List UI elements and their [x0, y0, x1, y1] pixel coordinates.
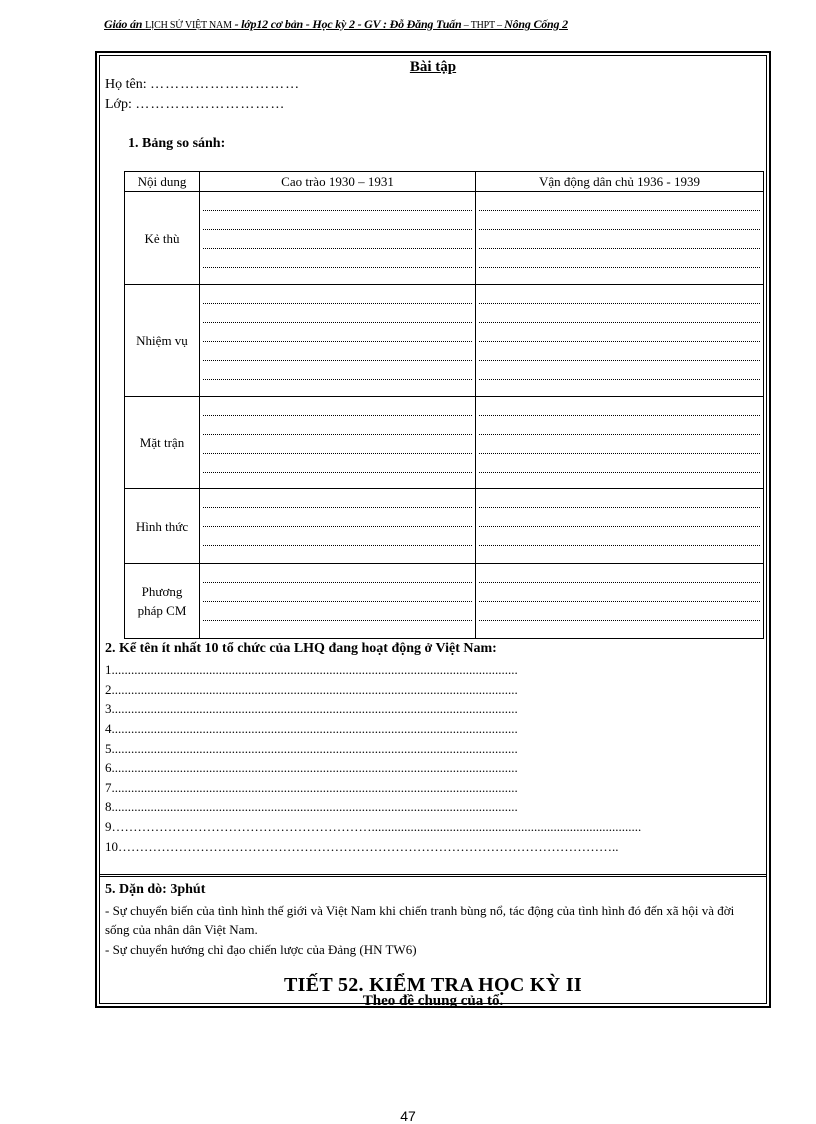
answer-line-8[interactable]: 8.............................................................................................................................: [105, 799, 518, 814]
page-header: [104, 17, 744, 33]
table-header-row: [125, 172, 764, 192]
row-label-line2: pháp CM: [137, 603, 187, 618]
table-row: [125, 397, 764, 489]
answer-line-5[interactable]: 5.............................................................................................................................: [105, 741, 518, 756]
answer-line-6[interactable]: 6.............................................................................................................................: [105, 760, 518, 775]
worksheet-title: Bài tập: [409, 59, 457, 75]
header-part2: LỊCH SỬ VIỆT NAM: [145, 20, 232, 31]
section-divider: [100, 874, 766, 877]
col-header-1930: Cao trào 1930 – 1931: [200, 172, 476, 192]
answer-line-4[interactable]: 4.............................................................................................................................: [105, 721, 518, 736]
row-label: Nhiệm vụ: [125, 285, 200, 397]
row-label-line1: Phương: [141, 584, 183, 599]
section1-heading: 1. Bảng so sánh:: [128, 136, 226, 151]
row-label-method: [125, 564, 200, 639]
answer-line-10[interactable]: 10……………………………………………………………………………………………………..: [105, 839, 619, 854]
name-dots: …………………………: [150, 77, 301, 92]
answer-cell[interactable]: [200, 285, 476, 397]
comparison-table: [124, 171, 764, 639]
answer-cell[interactable]: [476, 489, 764, 564]
answer-line-3[interactable]: 3.............................................................................................................................: [105, 701, 518, 716]
worksheet-frame: [95, 51, 771, 1008]
name-field: [105, 77, 300, 93]
worksheet-inner-border: [99, 55, 767, 1009]
answer-cell[interactable]: [476, 192, 764, 285]
col-header-1936: Vận động dân chủ 1936 - 1939: [476, 172, 764, 192]
page-number: 47: [400, 1108, 416, 1124]
homework-item-1: - Sự chuyển biến của tình hình thế giới và Việt Nam khi chiến tranh bùng nổ, tác động của tình hình đó đến xã hội và đời sống của nhân dân Việt Nam.: [105, 903, 735, 937]
answer-cell[interactable]: [200, 489, 476, 564]
table-row: [125, 285, 764, 397]
answer-cell[interactable]: [476, 285, 764, 397]
answer-cell[interactable]: [476, 564, 764, 639]
row-label: Mặt trận: [125, 397, 200, 489]
table-row: [125, 489, 764, 564]
name-label: Họ tên:: [105, 77, 147, 92]
homework-item-2: - Sự chuyển hướng chỉ đạo chiến lược của Đảng (HN TW6): [105, 942, 417, 957]
row-label: Hình thức: [125, 489, 200, 564]
section2-heading: 2. Kể tên ít nhất 10 tổ chức của LHQ đang hoạt động ở Việt Nam:: [105, 641, 497, 656]
exam-title: TIẾT 52. KIỂM TRA HỌC KỲ II: [284, 974, 582, 996]
class-label: Lớp:: [105, 97, 132, 112]
answer-line-2[interactable]: 2.............................................................................................................................: [105, 682, 518, 697]
answer-cell[interactable]: [476, 397, 764, 489]
table-row: [125, 192, 764, 285]
answer-line-9[interactable]: 9……………………………………………………...................................................................................: [105, 819, 642, 834]
table-row: [125, 564, 764, 639]
header-part3: - lớp12 cơ bản - Học kỳ 2 - GV : Đỗ Đăng Tuấn: [231, 17, 462, 31]
section5-heading: 5. Dặn dò: 3phút: [105, 882, 206, 897]
answer-cell[interactable]: [200, 192, 476, 285]
header-part4: – THPT –: [461, 20, 505, 31]
class-field: [105, 97, 285, 113]
exam-subtitle: Theo đề chung của tổ.: [362, 993, 504, 1009]
class-dots: …………………………: [135, 97, 286, 112]
answer-line-7[interactable]: 7.............................................................................................................................: [105, 780, 518, 795]
answer-cell[interactable]: [200, 397, 476, 489]
answer-cell[interactable]: [200, 564, 476, 639]
answer-line-1[interactable]: 1.............................................................................................................................: [105, 662, 518, 677]
header-part1: Giáo án: [104, 17, 146, 31]
header-part5: Nông Cống 2: [504, 17, 568, 31]
col-header-content: Nội dung: [125, 172, 200, 192]
row-label: Kẻ thù: [125, 192, 200, 285]
